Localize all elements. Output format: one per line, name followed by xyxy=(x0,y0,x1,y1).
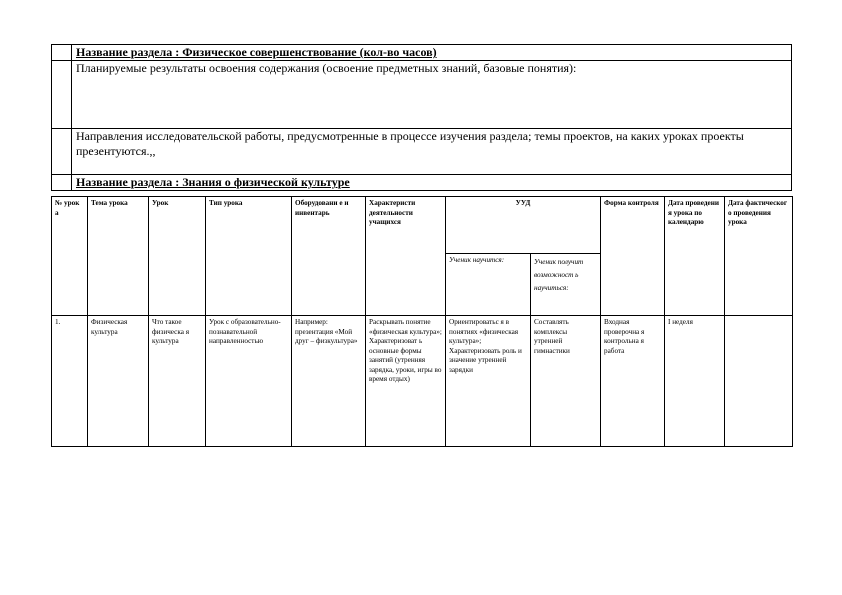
header-uud: УУД xyxy=(446,197,601,254)
section-title-physical-improvement xyxy=(72,45,792,61)
header-equipment: Оборудовани е и инвентарь xyxy=(292,197,366,316)
research-directions-text: Направления исследовательской работы, предусмотренные в процессе изучения раздела; темы проектов, на каких уроках проекты презентуются.,, xyxy=(76,129,744,158)
cell-topic: Физическая культура xyxy=(88,316,149,447)
table-row xyxy=(52,316,793,447)
section-row xyxy=(52,45,792,61)
cell-date-plan: I неделя xyxy=(665,316,725,447)
cell-type: Урок с образовательно-познавательной направленностью xyxy=(206,316,292,447)
lesson-table xyxy=(51,196,793,447)
section-row xyxy=(52,175,792,191)
section-title-text: Название раздела : Знания о физической культуре xyxy=(76,175,350,189)
header-num: № урок а xyxy=(52,197,88,316)
section-row xyxy=(52,129,792,175)
cell-control: Входная проверочна я контрольна я работа xyxy=(601,316,665,447)
cell-date-fact xyxy=(725,316,793,447)
section-table xyxy=(51,44,792,191)
header-topic: Тема урока xyxy=(88,197,149,316)
section-num-cell xyxy=(52,61,72,129)
research-directions-cell xyxy=(72,129,792,175)
cell-num: 1. xyxy=(52,316,88,447)
header-type: Тип урока xyxy=(206,197,292,316)
planned-results-cell xyxy=(72,61,792,129)
cell-equipment: Например: презентация «Мой друг – физкультура» xyxy=(292,316,366,447)
cell-lesson: Что такое физическа я культура xyxy=(149,316,206,447)
cell-learn: Ориентироватьс я в понятиях «физическая культура»; Характеризовать роль и значение утренней зарядки xyxy=(446,316,531,447)
section-num-cell xyxy=(52,45,72,61)
table-header-row xyxy=(52,197,793,254)
cell-activity: Раскрывать понятие «физическая культура»; Характеризоват ь основные формы занятий (утренняя зарядка, уроки, игры во время отдых) xyxy=(366,316,446,447)
header-control: Форма контроля xyxy=(601,197,665,316)
section-num-cell xyxy=(52,175,72,191)
section-title-knowledge xyxy=(72,175,792,191)
header-activity: Характеристи деятельности учащихся xyxy=(366,197,446,316)
cell-opportunity: Составлять комплексы утренней гимнастики xyxy=(531,316,601,447)
header-learn xyxy=(446,254,531,316)
header-date-plan: Дата проведени я урока по календарю xyxy=(665,197,725,316)
header-opportunity-text: Ученик получит возможност ь научиться: xyxy=(534,258,584,292)
planned-results-text: Планируемые результаты освоения содержания (освоение предметных знаний, базовые понятия): xyxy=(76,61,577,75)
section-title-text: Название раздела : Физическое совершенствование (кол-во часов) xyxy=(76,45,437,59)
header-date-fact: Дата фактическог о проведения урока xyxy=(725,197,793,316)
section-num-cell xyxy=(52,129,72,175)
section-row xyxy=(52,61,792,129)
header-lesson: Урок xyxy=(149,197,206,316)
header-opportunity xyxy=(531,254,601,316)
header-learn-text: Ученик научится: xyxy=(449,256,505,264)
